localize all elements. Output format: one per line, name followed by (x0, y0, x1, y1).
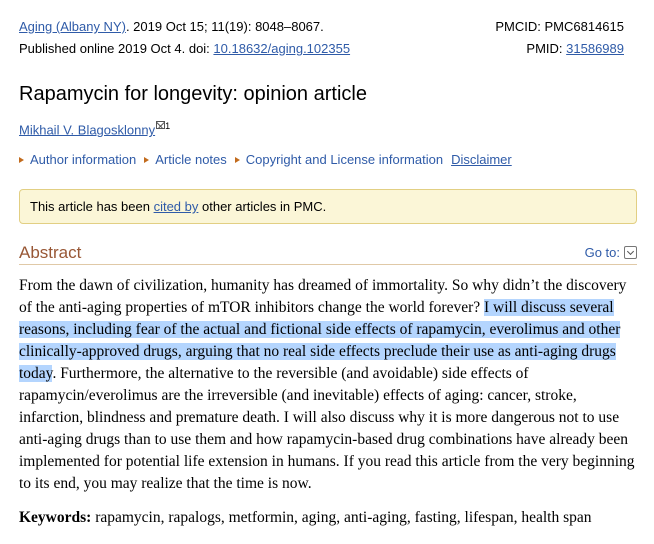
abstract-text (19, 275, 637, 495)
cited-by-link[interactable]: cited by (153, 199, 199, 214)
citation-line (19, 16, 350, 38)
doi-link[interactable]: 10.18632/aging.102355 (213, 41, 351, 56)
issue-info: . 2019 Oct 15; 11(19): 8048–8067. (125, 19, 324, 34)
author-line (19, 117, 170, 139)
abstract-text-after: . Furthermore, the alternative to the reversible (and avoidable) side effects of rapamycin/everolimus are the irreversible (and inevitable) effects of aging: cancer, stroke, infarction, blindness and premature death. I will also discuss why it is more dangerous not to use anti-aging drugs than to use them and how rapamycin-based drug combinations have already been implemented for potential life extension in humans. If you read this article from the very beginning to its end, you may realize that the time is now. (19, 365, 635, 492)
pmcid: PMCID: PMC6814615 (495, 19, 624, 34)
keywords (19, 507, 637, 529)
expand-triangle-icon (144, 157, 149, 163)
keywords-list: rapamycin, rapalogs, metformin, aging, anti-aging, fasting, lifespan, health span (91, 509, 592, 526)
tab-label: Article notes (155, 152, 227, 167)
tab-author-information[interactable] (19, 151, 136, 169)
abstract-header (19, 243, 637, 265)
cited-by-notice (19, 189, 637, 224)
tab-article-notes[interactable] (144, 151, 227, 169)
email-icon[interactable] (156, 121, 165, 129)
notice-prefix: This article has been (30, 199, 154, 214)
goto-menu[interactable] (585, 245, 637, 260)
abstract-text-before: From the dawn of civilization, humanity has dreamed of immortality. So why didn’t the discovery of the anti-aging properties of mTOR inhibitors change the world forever? (19, 277, 627, 316)
citation-info (19, 16, 350, 60)
expand-triangle-icon (19, 157, 24, 163)
identifiers (495, 16, 624, 60)
goto-label: Go to: (584, 245, 620, 260)
pmid-label: PMID: (526, 41, 567, 56)
expand-triangle-icon (235, 157, 240, 163)
tab-label: Copyright and License information (245, 152, 444, 167)
chevron-down-icon[interactable] (624, 246, 637, 259)
notice-suffix: other articles in PMC. (198, 199, 327, 214)
tab-label: Author information (30, 152, 137, 167)
article-title: Rapamycin for longevity: opinion article (19, 83, 367, 105)
author-link[interactable]: Mikhail V. Blagosklonny (19, 122, 156, 138)
article-info-tabs (19, 151, 512, 169)
published-line (19, 38, 350, 60)
journal-link[interactable]: Aging (Albany NY) (19, 19, 126, 34)
pmid-line (495, 38, 624, 60)
abstract-heading: Abstract (19, 243, 82, 262)
author-affiliation-sup: 1 (165, 121, 171, 131)
tab-copyright-license[interactable] (235, 151, 443, 169)
published-prefix: Published online 2019 Oct 4. doi: (19, 41, 214, 56)
pmid-link[interactable]: 31586989 (566, 41, 624, 56)
disclaimer-link[interactable]: Disclaimer (451, 152, 512, 167)
selected-text: I will discuss several reasons, including fear of the actual and fictional side effects of rapamycin, everolimus and other clinically-approved drugs, arguing that no real side effects preclude their use as anti-aging drugs today (19, 299, 621, 382)
keywords-label: Keywords: (19, 509, 92, 526)
